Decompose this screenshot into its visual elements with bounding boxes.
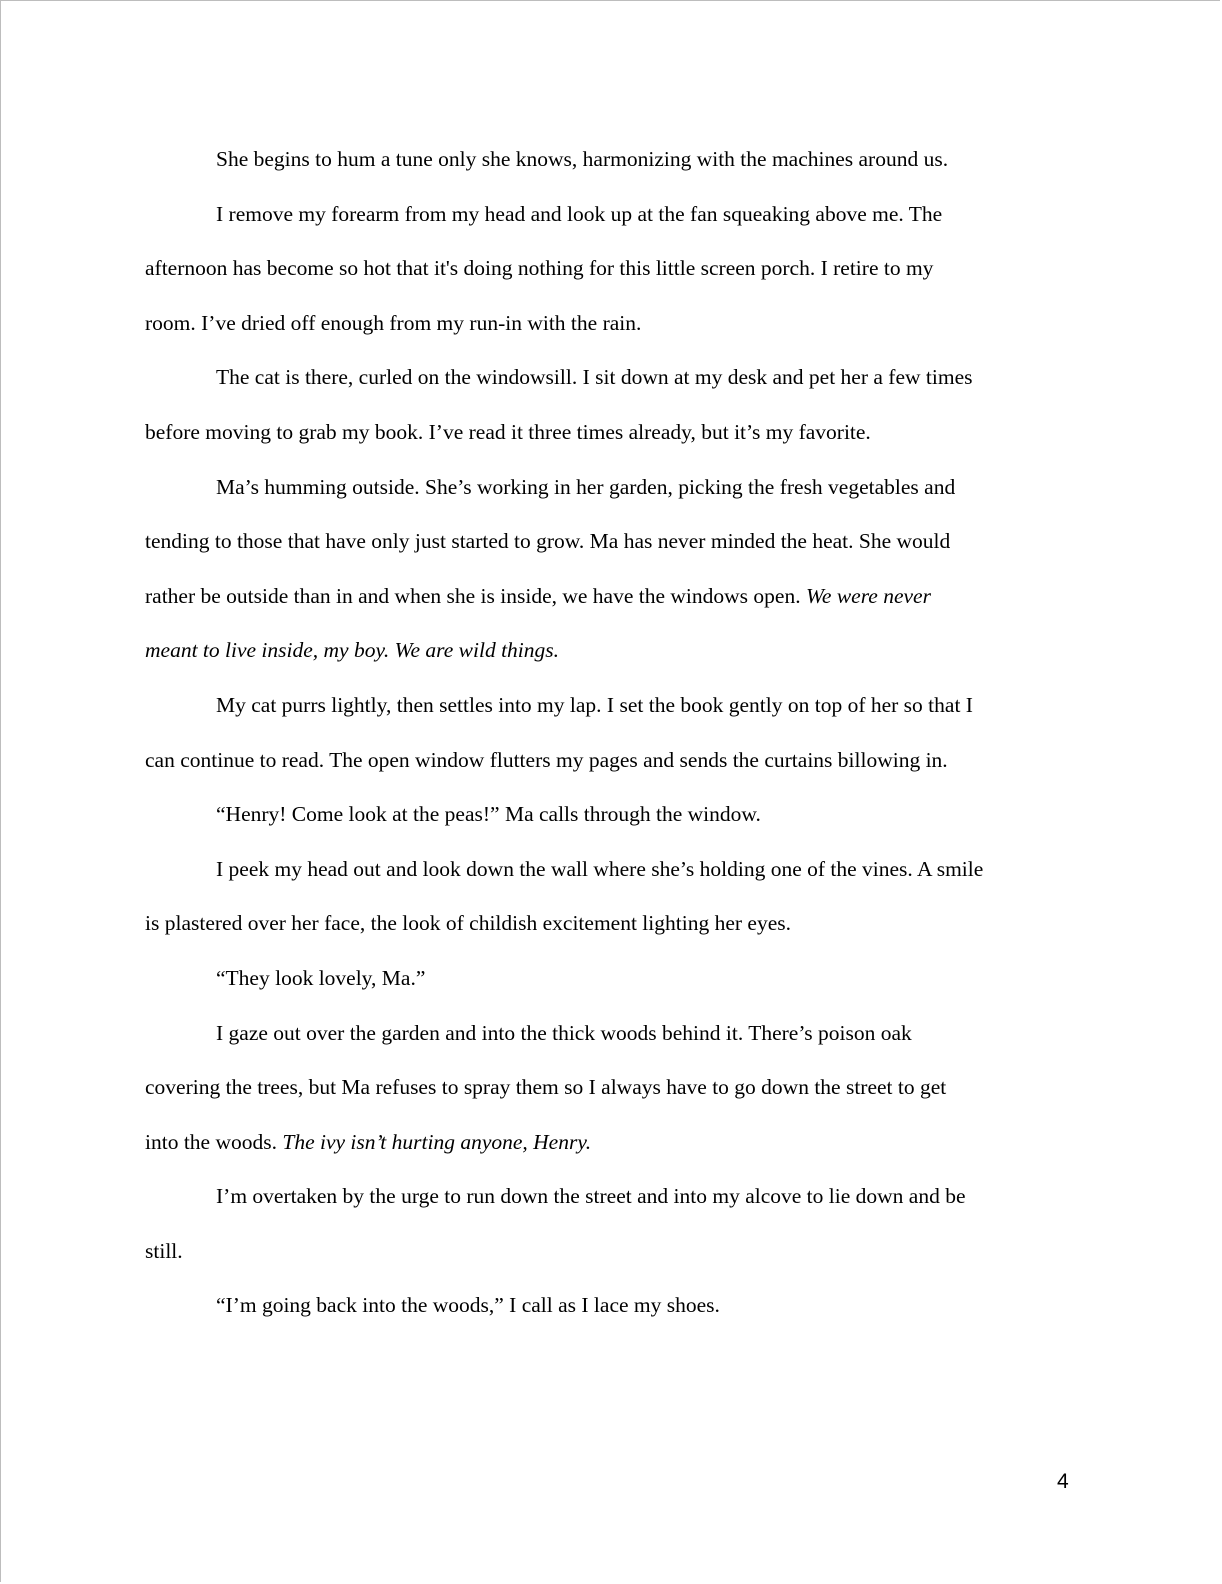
paragraph-line — [145, 405, 1080, 460]
text-segment: My cat purrs lightly, then settles into my lap. I set the book gently on top of her so that I — [216, 692, 973, 717]
paragraph-line — [145, 296, 1080, 351]
text-segment: I gaze out over the garden and into the thick woods behind it. There’s poison oak — [216, 1020, 912, 1045]
paragraph-line — [145, 514, 1080, 569]
page-number: 4 — [1057, 1470, 1069, 1493]
text-segment: The cat is there, curled on the windowsill. I sit down at my desk and pet her a few times — [216, 365, 973, 390]
italic-text-segment: We were never — [805, 583, 931, 608]
text-segment: I remove my forearm from my head and look up at the fan squeaking above me. The — [216, 201, 943, 226]
paragraph-first-line — [145, 1278, 1080, 1333]
text-segment: She begins to hum a tune only she knows, harmonizing with the machines around us. — [216, 147, 949, 171]
text-segment: room. I’ve dried off enough from my run-in with the rain. — [145, 310, 642, 335]
paragraph-line — [145, 733, 1080, 788]
text-segment: “Henry! Come look at the peas!” Ma calls through the window. — [216, 802, 761, 827]
text-segment: before moving to grab my book. I’ve read it three times already, but it’s my favorite. — [145, 419, 871, 444]
paragraph-first-line — [145, 951, 1080, 1006]
paragraph-first-line — [145, 460, 1080, 515]
text-segment: covering the trees, but Ma refuses to spray them so I always have to go down the street to get — [145, 1075, 947, 1100]
italic-text-segment: meant to live inside, my boy. We are wild things. — [145, 638, 560, 663]
paragraph-line — [145, 1060, 1080, 1115]
paragraph-first-line — [145, 1169, 1080, 1224]
text-segment: into the woods. — [145, 1129, 283, 1154]
text-segment: is plastered over her face, the look of childish excitement lighting her eyes. — [145, 911, 791, 936]
text-segment: still. — [145, 1238, 183, 1263]
text-segment: afternoon has become so hot that it's doing nothing for this little screen porch. I retire to my — [145, 256, 934, 281]
manuscript-body — [145, 132, 1080, 1333]
paragraph-first-line — [145, 1006, 1080, 1061]
italic-text-segment: The ivy isn’t hurting anyone, Henry. — [282, 1129, 592, 1154]
text-segment: I peek my head out and look down the wall where she’s holding one of the vines. A smile — [216, 856, 984, 881]
text-segment: rather be outside than in and when she is inside, we have the windows open. — [145, 583, 806, 608]
paragraph-first-line — [145, 187, 1080, 242]
paragraph-line — [145, 1224, 1080, 1279]
paragraph-first-line — [145, 787, 1080, 842]
paragraph-first-line — [145, 350, 1080, 405]
text-segment: I’m overtaken by the urge to run down the street and into my alcove to lie down and be — [216, 1184, 966, 1209]
paragraph-line — [145, 896, 1080, 951]
text-segment: tending to those that have only just started to grow. Ma has never minded the heat. She would — [145, 529, 951, 554]
text-segment: Ma’s humming outside. She’s working in her garden, picking the fresh vegetables and — [216, 474, 956, 499]
text-segment: “They look lovely, Ma.” — [216, 965, 426, 990]
paragraph-first-line — [145, 842, 1080, 897]
paragraph-first-line — [145, 132, 1080, 187]
paragraph-line — [145, 623, 1080, 678]
text-segment: can continue to read. The open window flutters my pages and sends the curtains billowing in. — [145, 747, 948, 772]
paragraph-line — [145, 241, 1080, 296]
paragraph-line — [145, 569, 1080, 624]
paragraph-line — [145, 1115, 1080, 1170]
text-segment: “I’m going back into the woods,” I call as I lace my shoes. — [216, 1293, 720, 1318]
paragraph-first-line — [145, 678, 1080, 733]
